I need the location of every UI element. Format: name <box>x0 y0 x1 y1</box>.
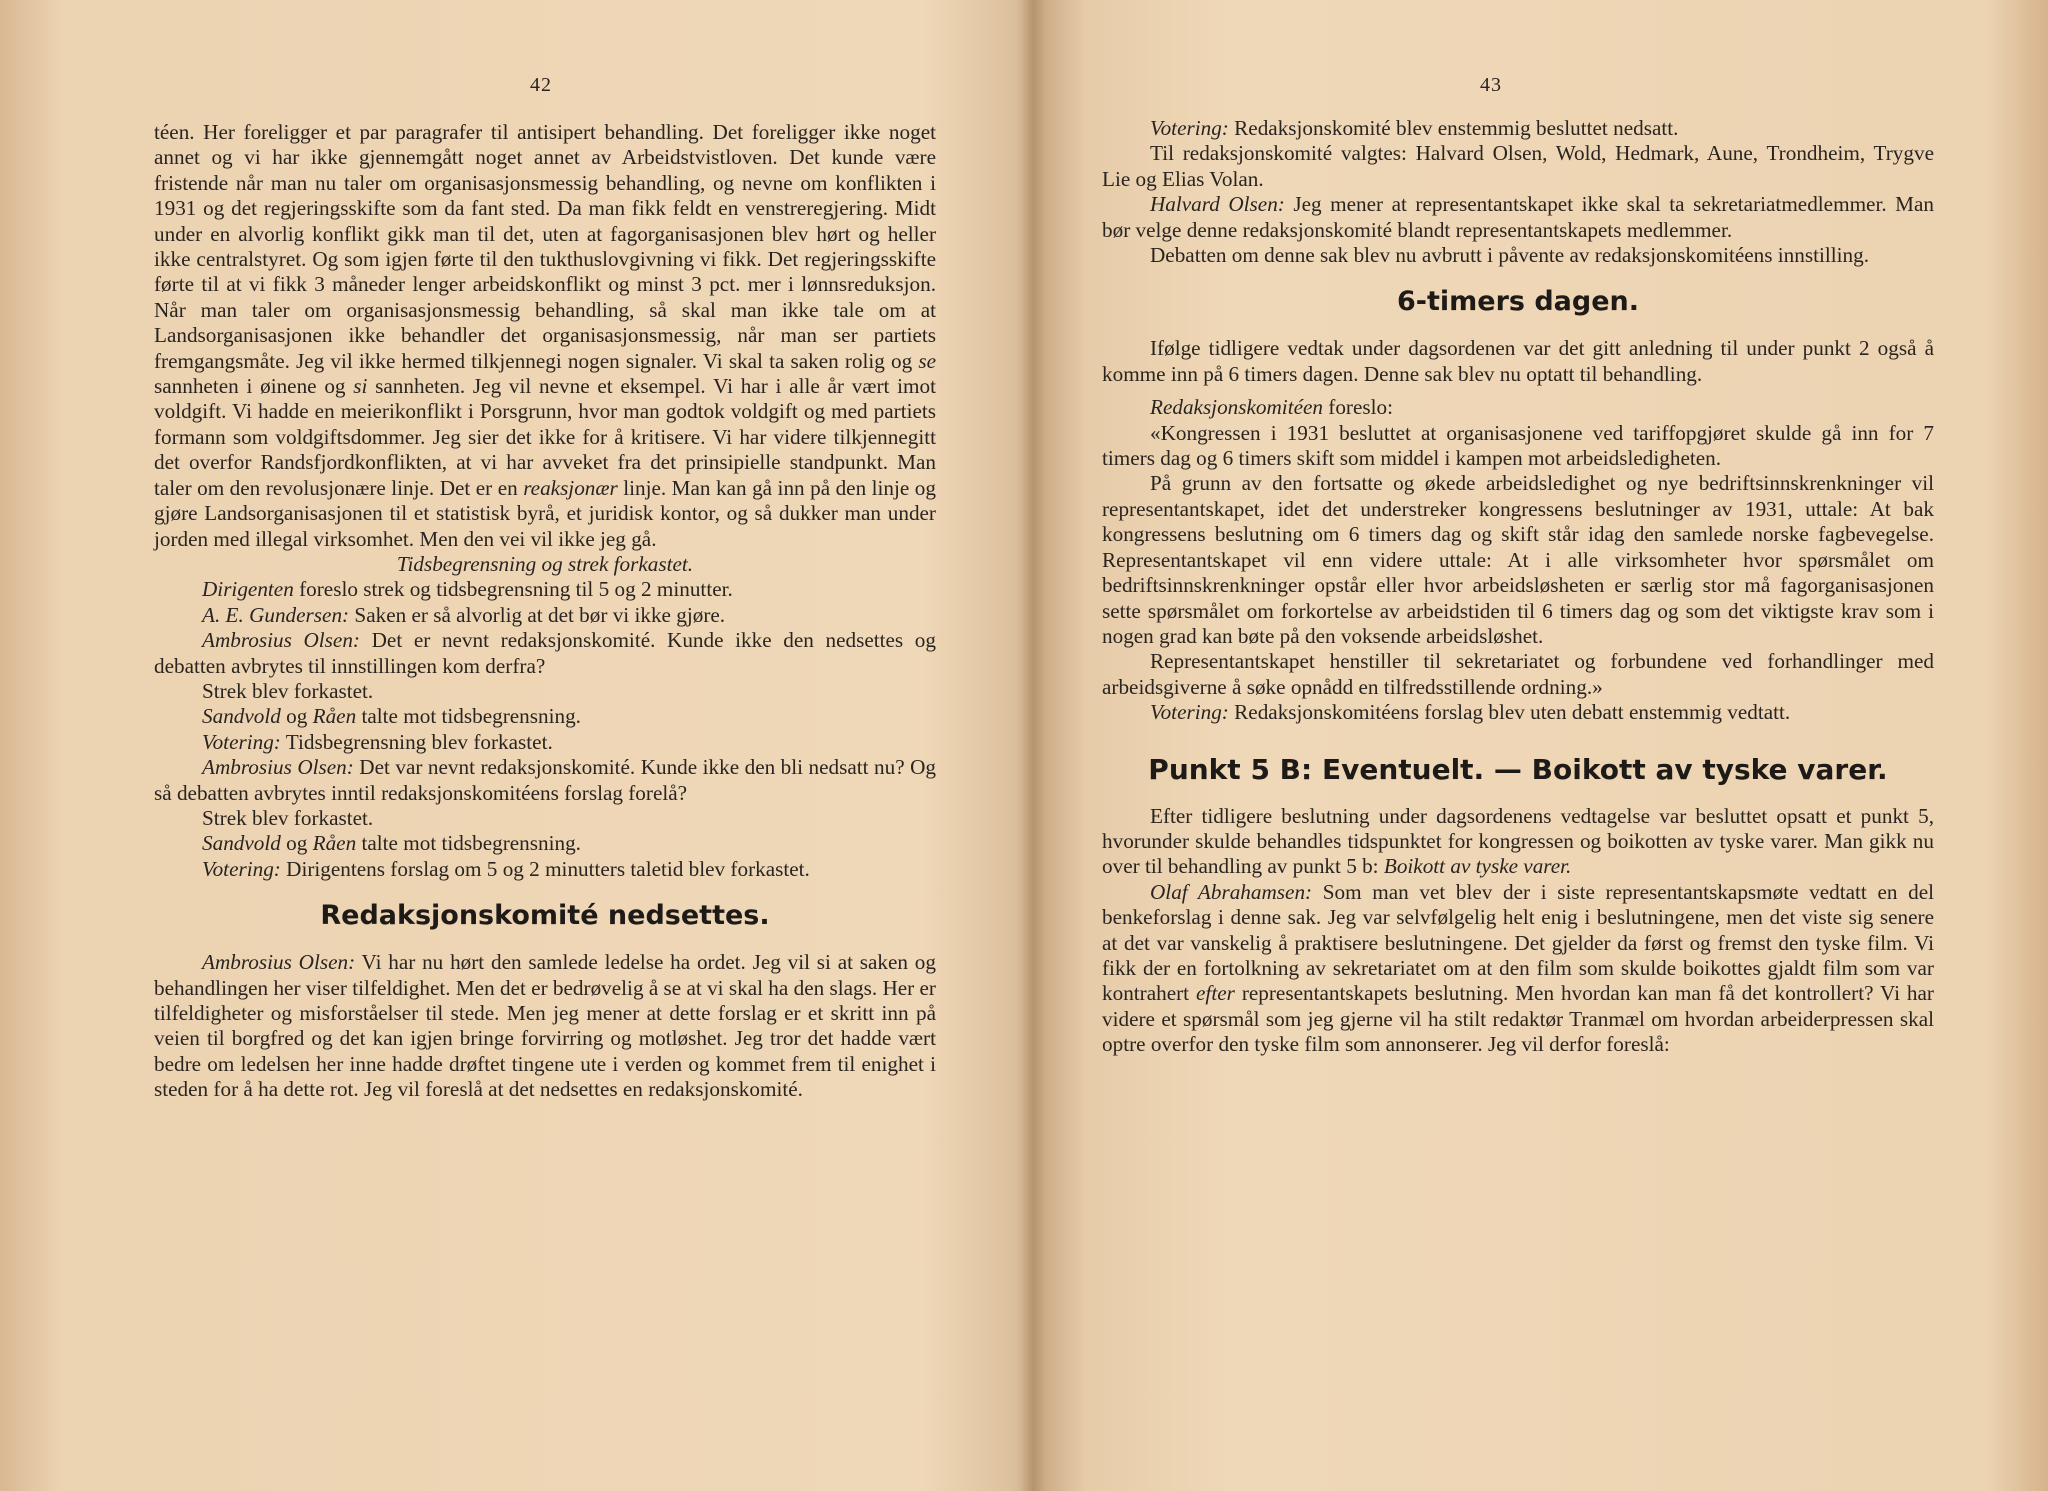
left-page <box>0 0 1020 1491</box>
paragraph: På grunn av den fortsatte og økede arbeidsledighet og nye bedriftsinnskrenkninger vil representantskapet, idet det understreker kongressens beslutninger av 1931, uttale: At bak kongressens beslutning om 6 timers dag og skift står idag den samlede norske fagbevegelse. Representantskapet vil enn videre uttale: At i alle virksomheter hvor spørsmålet om bedriftsinnskrenkninger opstår eller hvor arbeidsløsheten er særlig stor må fagorganisasjonen sette spørsmålet om forkortelse av arbeidstiden til 6 timers dag og som det viktigste krav som i nogen grad kan bøte på den voksende arbeidsløshet. <box>1102 471 1934 648</box>
paragraph: A. E. Gundersen: Saken er så alvorlig at det bør vi ikke gjøre. <box>202 602 726 627</box>
paragraph: Dirigenten foreslo strek og tidsbegrensning til 5 og 2 minutter. <box>202 577 733 602</box>
paragraph: Sandvold og Råen talte mot tidsbegrensning. <box>202 831 581 856</box>
section-subheading: Tidsbegrensning og strek forkastet. <box>396 551 694 576</box>
page-number: 43 <box>1480 74 1502 96</box>
paragraph: Efter tidligere beslutning under dagsordenens vedtagelse var besluttet opsatt et punkt 5, hvorunder skulde behandles tidspunktet for kongressen og boikotten av tyske varer. Man gikk nu over til behandling av punkt 5 b: Boikott av tyske varer. <box>1102 803 1934 879</box>
section-heading: Redaksjonskomité nedsettes. <box>320 900 770 932</box>
paragraph: «Kongressen i 1931 besluttet at organisasjonene ved tariffopgjøret skulde gå inn for 7 timers dag og 6 timers skift som middel i kampen mot arbeidsledigheten. <box>1102 420 1934 471</box>
paragraph: téen. Her foreligger et par paragrafer til antisipert behandling. Det foreligger ikke noget annet og vi har ikke gjennemgått noget annet av Arbeidstvistloven. Det kunde være fristende når man nu taler om organisasjonsmessig behandling, og nevne om konflikten i 1931 og det regjeringsskifte som da fant sted. Da man fikk feldt en venstreregjering. Midt under en alvorlig konflikt gikk man til det, uten at fagorganisasjonen blev hørt og heller ikke centralstyret. Og som igjen førte til den tukthuslovgivning vi fikk. Det regjeringsskifte førte til at vi fikk 3 måneder lenger arbeidskonflikt og minst 3 pct. mer i lønnsreduksjon. Når man taler om organisasjonsmessig behandling, så skal man ikke tale om at Landsorganisasjonen ikke behandler det organisasjonsmessig, når man ser partiets fremgangsmåte. Jeg vil ikke hermed tilkjennegi nogen signaler. Vi skal ta saken rolig og se sannheten i øinene og si sannheten. Jeg vil nevne et eksempel. Vi har i alle år vært imot voldgift. Vi hadde en meierikonflikt i Porsgrunn, hvor man godtok voldgift og med partiets formann som voldgiftsdommer. Jeg sier det ikke for å kritisere. Vi har videre tilkjennegitt det overfor Randsfjordkonflikten, at vi har avveket fra det prinsipielle standpunkt. Man taler om den revolusjonære linje. Det er en reaksjonær linje. Man kan gå inn på den linje og gjøre Landsorganisasjonen til et statistisk byrå, et juridisk kontor, og så dukker man under jorden med illegal virksomhet. Men den vei vil ikke jeg gå. <box>154 120 936 551</box>
paragraph: Sandvold og Råen talte mot tidsbegrensning. <box>202 704 581 729</box>
paragraph: Votering: Redaksjonskomité blev enstemmig besluttet nedsatt. <box>1150 116 1679 140</box>
paragraph: Strek blev forkastet. <box>202 805 374 830</box>
paragraph: Redaksjonskomitéen foreslo: <box>1150 395 1394 420</box>
right-page <box>1046 0 2048 1491</box>
paragraph: Olaf Abrahamsen: Som man vet blev der i siste representantskapsmøte vedtatt en del benkeforslag i denne sak. Jeg var selvfølgelig helt enig i beslutningene, men det viste sig senere at det var vanskelig å praktisere beslutningene. Det gjelder da først og fremst den tyske film. Vi fikk der en fortolkning av sekretariatet om at den film som skulde boikottes gjaldt film som var kontrahert efter representantskapets beslutning. Men hvordan kan man få det kontrollert? Vi har videre et spørsmål som jeg gjerne vil ha stilt redaktør Tranmæl om hvordan arbeiderpressen skal optre overfor den tyske film som annonserer. Jeg vil derfor foreslå: <box>1102 879 1934 1057</box>
paragraph: Votering: Tidsbegrensning blev forkastet. <box>202 729 553 754</box>
paragraph: Ambrosius Olsen: Det var nevnt redaksjonskomité. Kunde ikke den bli nedsatt nu? Og så debatten avbrytes inntil redaksjonskomitéens forslag forelå? <box>154 755 936 805</box>
paragraph: Votering: Dirigentens forslag om 5 og 2 minutters taletid blev forkastet. <box>202 856 810 881</box>
paragraph: Representantskapet henstiller til sekretariatet og forbundene ved forhandlinger med arbeidsgiverne å søke opnådd en tilfredsstillende ordning.» <box>1102 649 1934 699</box>
paragraph: Til redaksjonskomité valgtes: Halvard Olsen, Wold, Hedmark, Aune, Trondheim, Trygve Lie og Elias Volan. <box>1102 141 1934 191</box>
paragraph: Strek blev forkastet. <box>202 678 374 703</box>
paragraph: Debatten om denne sak blev nu avbrutt i påvente av redaksjonskomitéens innstilling. <box>1150 243 1870 268</box>
paragraph: Ambrosius Olsen: Vi har nu hørt den samlede ledelse ha ordet. Jeg vil si at saken og behandlingen her viser tilfeldighet. Men det er bedrøvelig å se at vi skal ha den slags. Her er tilfeldigheter og misforståelser til stede. Men jeg mener at dette forslag er et skritt inn på veien til borgfred og det kan igjen bringe forvirring og motløshet. Jeg tror det hadde vært bedre om ledelsen her inne hadde drøftet tingene ute i verden og kommet frem til enighet i steden for å ha dette rot. Jeg vil foreslå at det nedsettes en redaksjonskomité. <box>154 950 936 1102</box>
left-page-text <box>154 120 936 1103</box>
page-number: 42 <box>530 74 552 96</box>
paragraph: Ifølge tidligere vedtak under dagsordenen var det gitt anledning til under punkt 2 også å komme inn på 6 timers dagen. Denne sak blev nu optatt til behandling. <box>1102 336 1934 386</box>
section-heading: Punkt 5 B: Eventuelt. — Boikott av tyske varer. <box>1148 752 1888 786</box>
book-gutter <box>1020 0 1046 1491</box>
section-heading: 6-timers dagen. <box>1396 286 1640 318</box>
paragraph: Ambrosius Olsen: Det er nevnt redaksjonskomité. Kunde ikke den nedsettes og debatten avbrytes til innstillingen kom derfra? <box>154 628 936 678</box>
paragraph: Votering: Redaksjonskomitéens forslag blev uten debatt enstemmig vedtatt. <box>1150 700 1791 725</box>
right-page-text <box>1102 116 1934 1058</box>
paragraph: Halvard Olsen: Jeg mener at representantskapet ikke skal ta sekretariatmedlemmer. Man bør velge denne redaksjonskomité blandt representantskapets medlemmer. <box>1102 192 1935 242</box>
